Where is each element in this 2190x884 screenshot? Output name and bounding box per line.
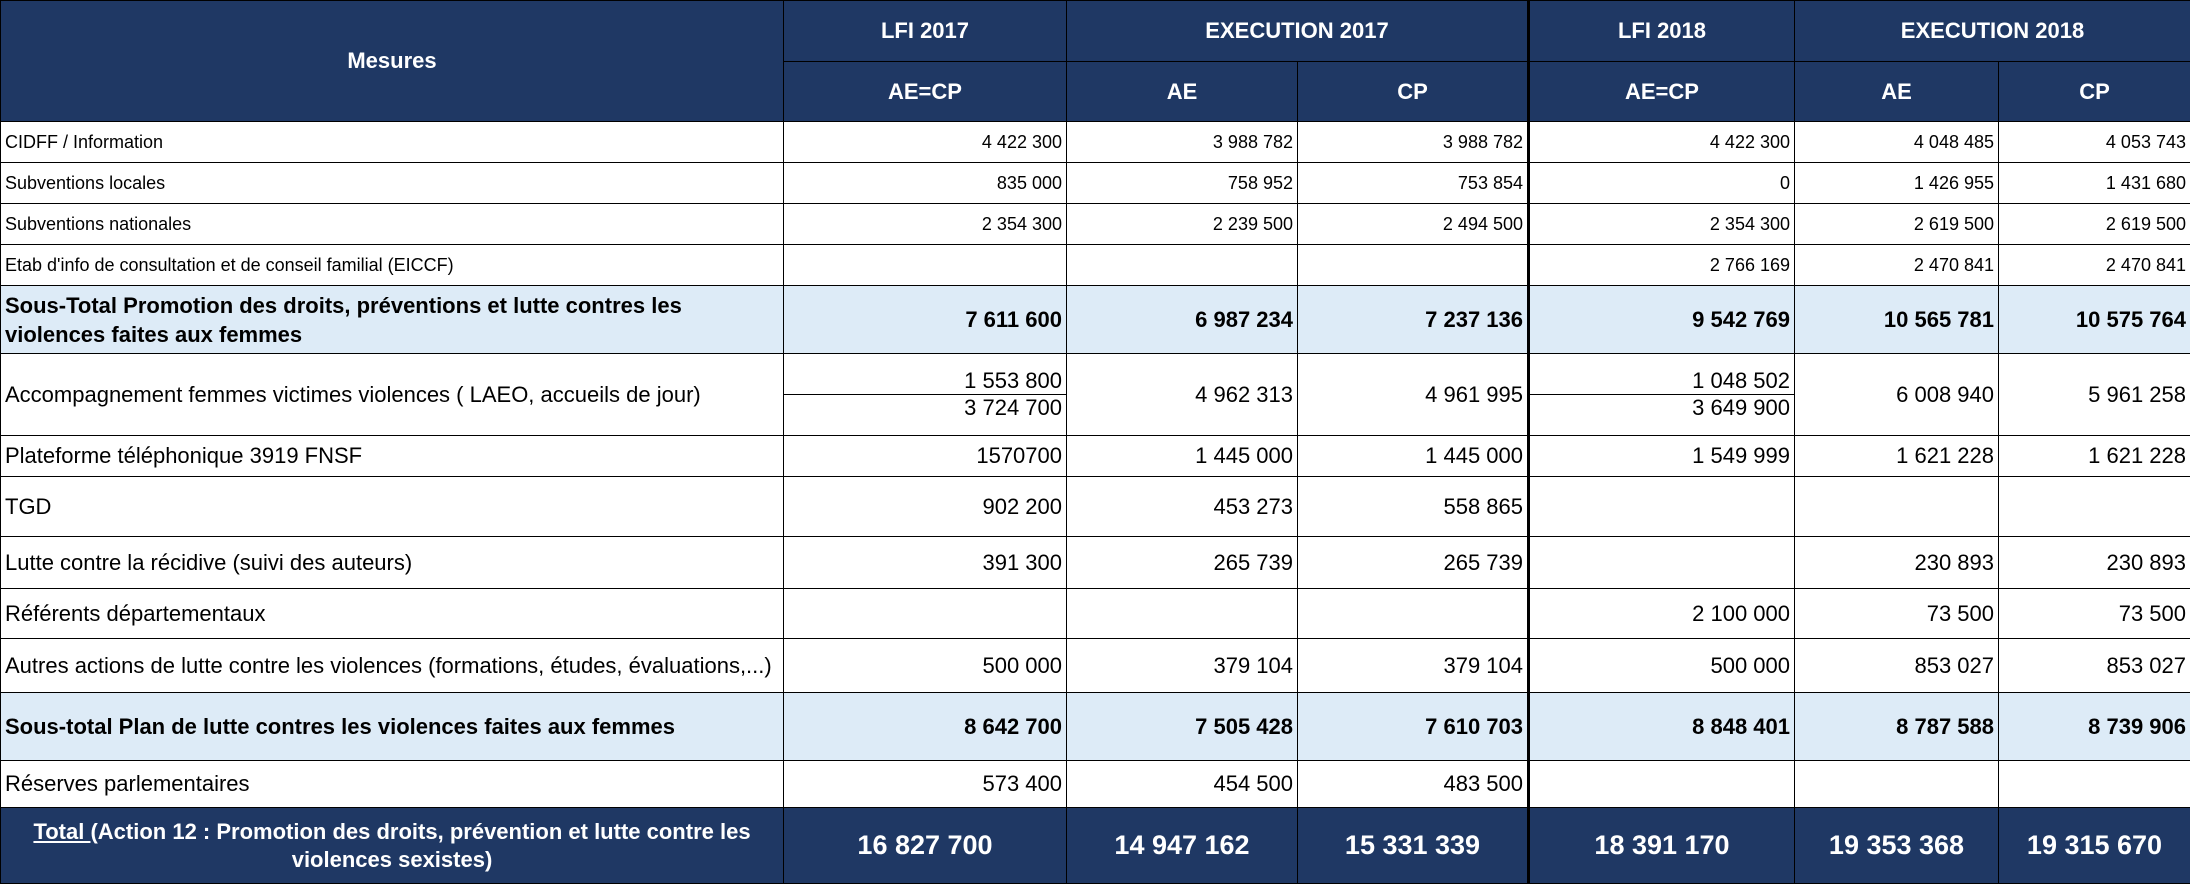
row-label: Accompagnement femmes victimes violences ( LAEO, accueils de jour) bbox=[1, 354, 784, 436]
total-label-text: (Action 12 : Promotion des droits, prévention et lutte contre les violences sexistes) bbox=[90, 819, 750, 872]
row-label: Réserves parlementaires bbox=[1, 761, 784, 808]
row-label: Plateforme téléphonique 3919 FNSF bbox=[1, 436, 784, 477]
cell-exec2017-cp bbox=[1298, 245, 1529, 286]
cell-lfi2017 bbox=[784, 245, 1067, 286]
cell-lfi2018 bbox=[1529, 761, 1795, 808]
cell-exec2018-cp: 5 961 258 bbox=[1999, 354, 2190, 436]
cell-lfi2018: 2 354 300 bbox=[1529, 204, 1795, 245]
table-row bbox=[1, 245, 2190, 286]
header-mesures: Mesures bbox=[1, 1, 784, 122]
cell-lfi2017: 573 400 bbox=[784, 761, 1067, 808]
cell-exec2018-ae: 2 619 500 bbox=[1795, 204, 1999, 245]
cell-exec2018-ae: 853 027 bbox=[1795, 639, 1999, 693]
cell-exec2017-cp: 1 445 000 bbox=[1298, 436, 1529, 477]
cell-lfi2017: 835 000 bbox=[784, 163, 1067, 204]
cell-lfi2017: 7 611 600 bbox=[784, 286, 1067, 354]
cell-exec2018-cp: 73 500 bbox=[1999, 589, 2190, 639]
table-row bbox=[1, 204, 2190, 245]
row-label: Autres actions de lutte contre les violences (formations, études, évaluations,...) bbox=[1, 639, 784, 693]
cell-exec2017-cp: 753 854 bbox=[1298, 163, 1529, 204]
subheader-exec2017-ae: AE bbox=[1067, 62, 1298, 122]
table-row bbox=[1, 163, 2190, 204]
cell-lfi2017: 902 200 bbox=[784, 477, 1067, 537]
cell-lfi2018 bbox=[1529, 537, 1795, 589]
cell-exec2017-ae: 379 104 bbox=[1067, 639, 1298, 693]
subheader-exec2017-cp: CP bbox=[1298, 62, 1529, 122]
cell-exec2018-ae: 4 048 485 bbox=[1795, 122, 1999, 163]
row-label: Subventions nationales bbox=[1, 204, 784, 245]
total-exec2018-ae: 19 353 368 bbox=[1795, 808, 1999, 884]
subheader-exec2018-cp: CP bbox=[1999, 62, 2190, 122]
cell-exec2018-cp: 230 893 bbox=[1999, 537, 2190, 589]
cell-exec2017-cp: 379 104 bbox=[1298, 639, 1529, 693]
row-label: Subventions locales bbox=[1, 163, 784, 204]
cell-lfi2018: 1 549 999 bbox=[1529, 436, 1795, 477]
cell-exec2018-cp: 2 619 500 bbox=[1999, 204, 2190, 245]
total-lfi2018: 18 391 170 bbox=[1529, 808, 1795, 884]
total-lfi2017: 16 827 700 bbox=[784, 808, 1067, 884]
cell-exec2017-ae: 3 988 782 bbox=[1067, 122, 1298, 163]
cell-lfi2017 bbox=[784, 589, 1067, 639]
subheader-exec2018-ae: AE bbox=[1795, 62, 1999, 122]
cell-exec2018-cp bbox=[1999, 761, 2190, 808]
cell-exec2018-cp: 1 621 228 bbox=[1999, 436, 2190, 477]
cell-exec2017-ae: 1 445 000 bbox=[1067, 436, 1298, 477]
table-row bbox=[1, 589, 2190, 639]
cell-lfi2017: 8 642 700 bbox=[784, 693, 1067, 761]
cell-lfi2018 bbox=[1529, 477, 1795, 537]
cell-exec2018-ae: 1 426 955 bbox=[1795, 163, 1999, 204]
table-row bbox=[1, 122, 2190, 163]
row-label: TGD bbox=[1, 477, 784, 537]
cell-exec2017-ae: 758 952 bbox=[1067, 163, 1298, 204]
cell-exec2017-ae: 7 505 428 bbox=[1067, 693, 1298, 761]
cell-lfi2018: 4 422 300 bbox=[1529, 122, 1795, 163]
cell-exec2018-cp: 853 027 bbox=[1999, 639, 2190, 693]
cell-exec2017-cp: 2 494 500 bbox=[1298, 204, 1529, 245]
cell-lfi2017: 500 000 bbox=[784, 639, 1067, 693]
cell-exec2018-ae: 2 470 841 bbox=[1795, 245, 1999, 286]
row-label: Lutte contre la récidive (suivi des auteurs) bbox=[1, 537, 784, 589]
table-row bbox=[1, 354, 2190, 436]
cell-lfi2017-split bbox=[784, 354, 1067, 436]
cell-exec2018-ae: 73 500 bbox=[1795, 589, 1999, 639]
row-label: CIDFF / Information bbox=[1, 122, 784, 163]
cell-lfi2017: 391 300 bbox=[784, 537, 1067, 589]
table-row bbox=[1, 761, 2190, 808]
cell-lfi2018: 2 766 169 bbox=[1529, 245, 1795, 286]
cell-exec2017-cp bbox=[1298, 589, 1529, 639]
cell-lfi2017-part2: 3 724 700 bbox=[784, 394, 1066, 421]
table-row bbox=[1, 436, 2190, 477]
cell-exec2017-ae: 453 273 bbox=[1067, 477, 1298, 537]
cell-exec2018-cp: 1 431 680 bbox=[1999, 163, 2190, 204]
header-execution-2018: EXECUTION 2018 bbox=[1795, 1, 2190, 62]
row-label: Sous-total Plan de lutte contres les violences faites aux femmes bbox=[1, 693, 784, 761]
cell-exec2017-cp: 265 739 bbox=[1298, 537, 1529, 589]
cell-exec2017-ae bbox=[1067, 245, 1298, 286]
table-row bbox=[1, 477, 2190, 537]
cell-exec2017-ae: 454 500 bbox=[1067, 761, 1298, 808]
cell-lfi2018-part1: 1 048 502 bbox=[1530, 368, 1794, 394]
cell-exec2018-ae bbox=[1795, 761, 1999, 808]
cell-lfi2017-part1: 1 553 800 bbox=[784, 368, 1066, 394]
cell-lfi2017: 1570700 bbox=[784, 436, 1067, 477]
header-lfi-2018: LFI 2018 bbox=[1529, 1, 1795, 62]
cell-exec2018-ae bbox=[1795, 477, 1999, 537]
subheader-lfi2017-aecp: AE=CP bbox=[784, 62, 1067, 122]
cell-exec2018-ae: 8 787 588 bbox=[1795, 693, 1999, 761]
cell-lfi2017: 4 422 300 bbox=[784, 122, 1067, 163]
row-label: Sous-Total Promotion des droits, préventions et lutte contres les violences faites aux femmes bbox=[1, 286, 784, 354]
cell-lfi2018: 8 848 401 bbox=[1529, 693, 1795, 761]
cell-exec2017-cp: 7 237 136 bbox=[1298, 286, 1529, 354]
cell-lfi2018: 0 bbox=[1529, 163, 1795, 204]
cell-exec2018-cp: 10 575 764 bbox=[1999, 286, 2190, 354]
cell-lfi2018: 9 542 769 bbox=[1529, 286, 1795, 354]
cell-exec2018-cp bbox=[1999, 477, 2190, 537]
cell-exec2017-cp: 483 500 bbox=[1298, 761, 1529, 808]
total-exec2017-ae: 14 947 162 bbox=[1067, 808, 1298, 884]
cell-exec2017-cp: 3 988 782 bbox=[1298, 122, 1529, 163]
cell-exec2018-ae: 6 008 940 bbox=[1795, 354, 1999, 436]
cell-exec2017-ae: 2 239 500 bbox=[1067, 204, 1298, 245]
cell-lfi2018-split bbox=[1529, 354, 1795, 436]
table-row bbox=[1, 537, 2190, 589]
cell-exec2018-ae: 230 893 bbox=[1795, 537, 1999, 589]
cell-exec2018-cp: 4 053 743 bbox=[1999, 122, 2190, 163]
header-execution-2017: EXECUTION 2017 bbox=[1067, 1, 1529, 62]
subheader-lfi2018-aecp: AE=CP bbox=[1529, 62, 1795, 122]
cell-exec2017-cp: 7 610 703 bbox=[1298, 693, 1529, 761]
table-row bbox=[1, 639, 2190, 693]
cell-lfi2018: 2 100 000 bbox=[1529, 589, 1795, 639]
cell-exec2017-ae bbox=[1067, 589, 1298, 639]
cell-exec2018-cp: 8 739 906 bbox=[1999, 693, 2190, 761]
cell-exec2017-cp: 4 961 995 bbox=[1298, 354, 1529, 436]
cell-exec2017-ae: 4 962 313 bbox=[1067, 354, 1298, 436]
header-lfi-2017: LFI 2017 bbox=[784, 1, 1067, 62]
cell-exec2017-cp: 558 865 bbox=[1298, 477, 1529, 537]
row-label: Référents départementaux bbox=[1, 589, 784, 639]
subtotal-row bbox=[1, 286, 2190, 354]
total-label bbox=[1, 808, 784, 884]
cell-exec2017-ae: 265 739 bbox=[1067, 537, 1298, 589]
cell-lfi2018-part2: 3 649 900 bbox=[1530, 394, 1794, 421]
total-exec2018-cp: 19 315 670 bbox=[1999, 808, 2190, 884]
cell-exec2018-cp: 2 470 841 bbox=[1999, 245, 2190, 286]
cell-lfi2018: 500 000 bbox=[1529, 639, 1795, 693]
cell-exec2018-ae: 1 621 228 bbox=[1795, 436, 1999, 477]
row-label: Etab d'info de consultation et de conseil familial (EICCF) bbox=[1, 245, 784, 286]
subtotal-row bbox=[1, 693, 2190, 761]
total-exec2017-cp: 15 331 339 bbox=[1298, 808, 1529, 884]
cell-exec2017-ae: 6 987 234 bbox=[1067, 286, 1298, 354]
total-label-underlined: Total bbox=[33, 819, 90, 844]
cell-exec2018-ae: 10 565 781 bbox=[1795, 286, 1999, 354]
cell-lfi2017: 2 354 300 bbox=[784, 204, 1067, 245]
total-row bbox=[1, 808, 2190, 884]
